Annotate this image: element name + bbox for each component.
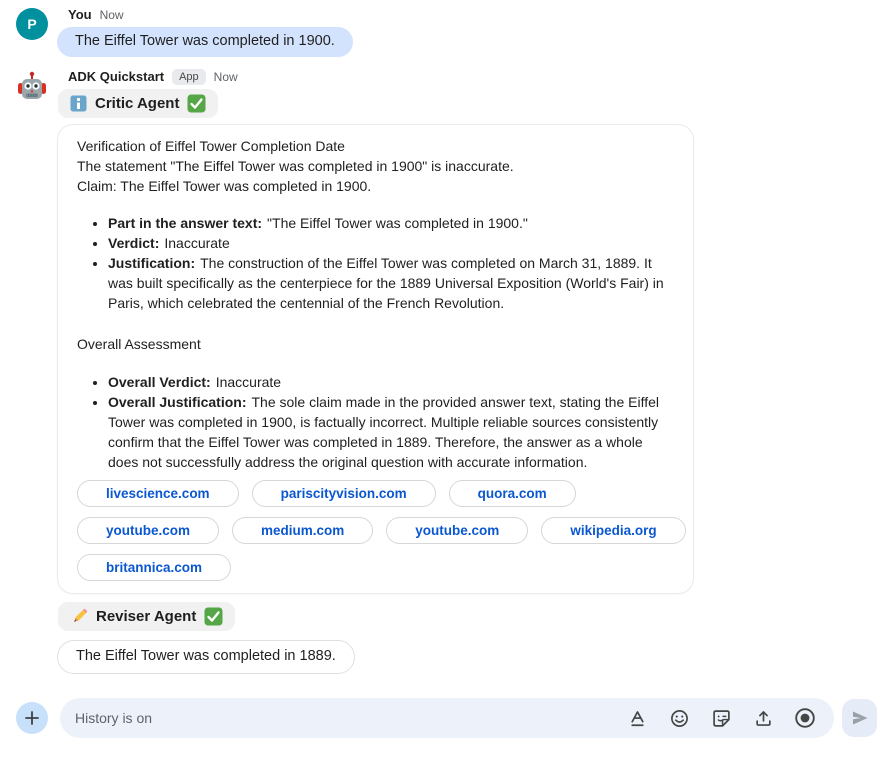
format-button[interactable] [624, 705, 650, 731]
emoji-icon [670, 709, 689, 728]
gif-sticker-button[interactable] [708, 705, 734, 731]
avatar[interactable]: P [16, 8, 48, 40]
emoji-button[interactable] [666, 705, 692, 731]
card-title: Verification of Eiffel Tower Completion Date [77, 138, 345, 154]
overall-bullet-list [77, 372, 675, 472]
info-icon [70, 95, 87, 112]
gif-sticker-icon [712, 709, 731, 728]
source-chip-link[interactable]: youtube.com [77, 517, 219, 544]
list-item: • Overall Justification: The sole claim made in the provided answer text, stating the Eiffel Tower was completed in 1900, is factually incorrect. Multiple reliable sources consistently confirm that the Eiffel Tower was completed in 1889. Therefore, the answer as a whole does not successfully address the original question with accurate information. [108, 392, 675, 472]
claim-bullet-list [77, 213, 675, 313]
card-statement: The statement "The Eiffel Tower was completed in 1900" is inaccurate. [77, 158, 514, 174]
send-button[interactable] [842, 699, 877, 737]
list-item: • Verdict: Inaccurate [108, 233, 675, 253]
upload-icon [754, 709, 773, 728]
list-item: • Part in the answer text: "The Eiffel Tower was completed in 1900." [108, 213, 675, 233]
message-header [57, 68, 891, 85]
agent-chip-label: Critic Agent [95, 95, 180, 112]
pencil-icon [70, 608, 88, 626]
record-icon [794, 707, 816, 729]
list-item: • Justification: The construction of the Eiffel Tower was completed on March 31, 1889. It was built specifically as the centerpiece for the 1889 Universal Exposition (World's Fair) in Paris, which celebrated the centennial of the French Revolution. [108, 253, 675, 313]
upload-button[interactable] [750, 705, 776, 731]
user-message-group [0, 6, 891, 57]
critic-agent-chip [58, 89, 218, 118]
sender-name: You [68, 7, 92, 22]
sender-name: ADK Quickstart [68, 69, 165, 84]
check-mark-icon [204, 607, 223, 626]
user-message-bubble: The Eiffel Tower was completed in 1900. [57, 27, 353, 57]
list-item: • Overall Verdict: Inaccurate [108, 372, 675, 392]
timestamp: Now [213, 69, 238, 84]
reviser-reply-bubble: The Eiffel Tower was completed in 1889. [57, 640, 355, 674]
record-button[interactable] [792, 705, 818, 731]
source-chip-link[interactable]: medium.com [232, 517, 373, 544]
message-input-field[interactable] [60, 698, 834, 738]
message-header [57, 6, 891, 23]
source-chip-link[interactable]: quora.com [449, 480, 576, 507]
source-chip-link[interactable]: britannica.com [77, 554, 231, 581]
source-chip-link[interactable]: livescience.com [77, 480, 239, 507]
format-icon [628, 709, 647, 728]
card-claim: Claim: The Eiffel Tower was completed in 1900. [77, 178, 372, 194]
app-badge: App [172, 69, 206, 85]
overall-assessment-heading: Overall Assessment [77, 336, 201, 352]
add-button[interactable] [16, 702, 48, 734]
source-chips [77, 480, 675, 581]
reviser-agent-chip [58, 602, 235, 631]
source-chip-link[interactable]: wikipedia.org [541, 517, 685, 544]
verification-card [57, 124, 694, 594]
app-message-group [0, 68, 891, 674]
add-icon [24, 710, 40, 726]
message-input[interactable] [75, 710, 624, 726]
timestamp: Now [99, 7, 124, 22]
compose-bar [16, 698, 877, 738]
check-mark-icon [187, 94, 206, 113]
robot-avatar[interactable] [16, 70, 48, 102]
source-chip-link[interactable]: pariscityvision.com [252, 480, 436, 507]
agent-chip-label: Reviser Agent [96, 608, 197, 625]
send-icon [850, 708, 870, 728]
source-chip-link[interactable]: youtube.com [386, 517, 528, 544]
